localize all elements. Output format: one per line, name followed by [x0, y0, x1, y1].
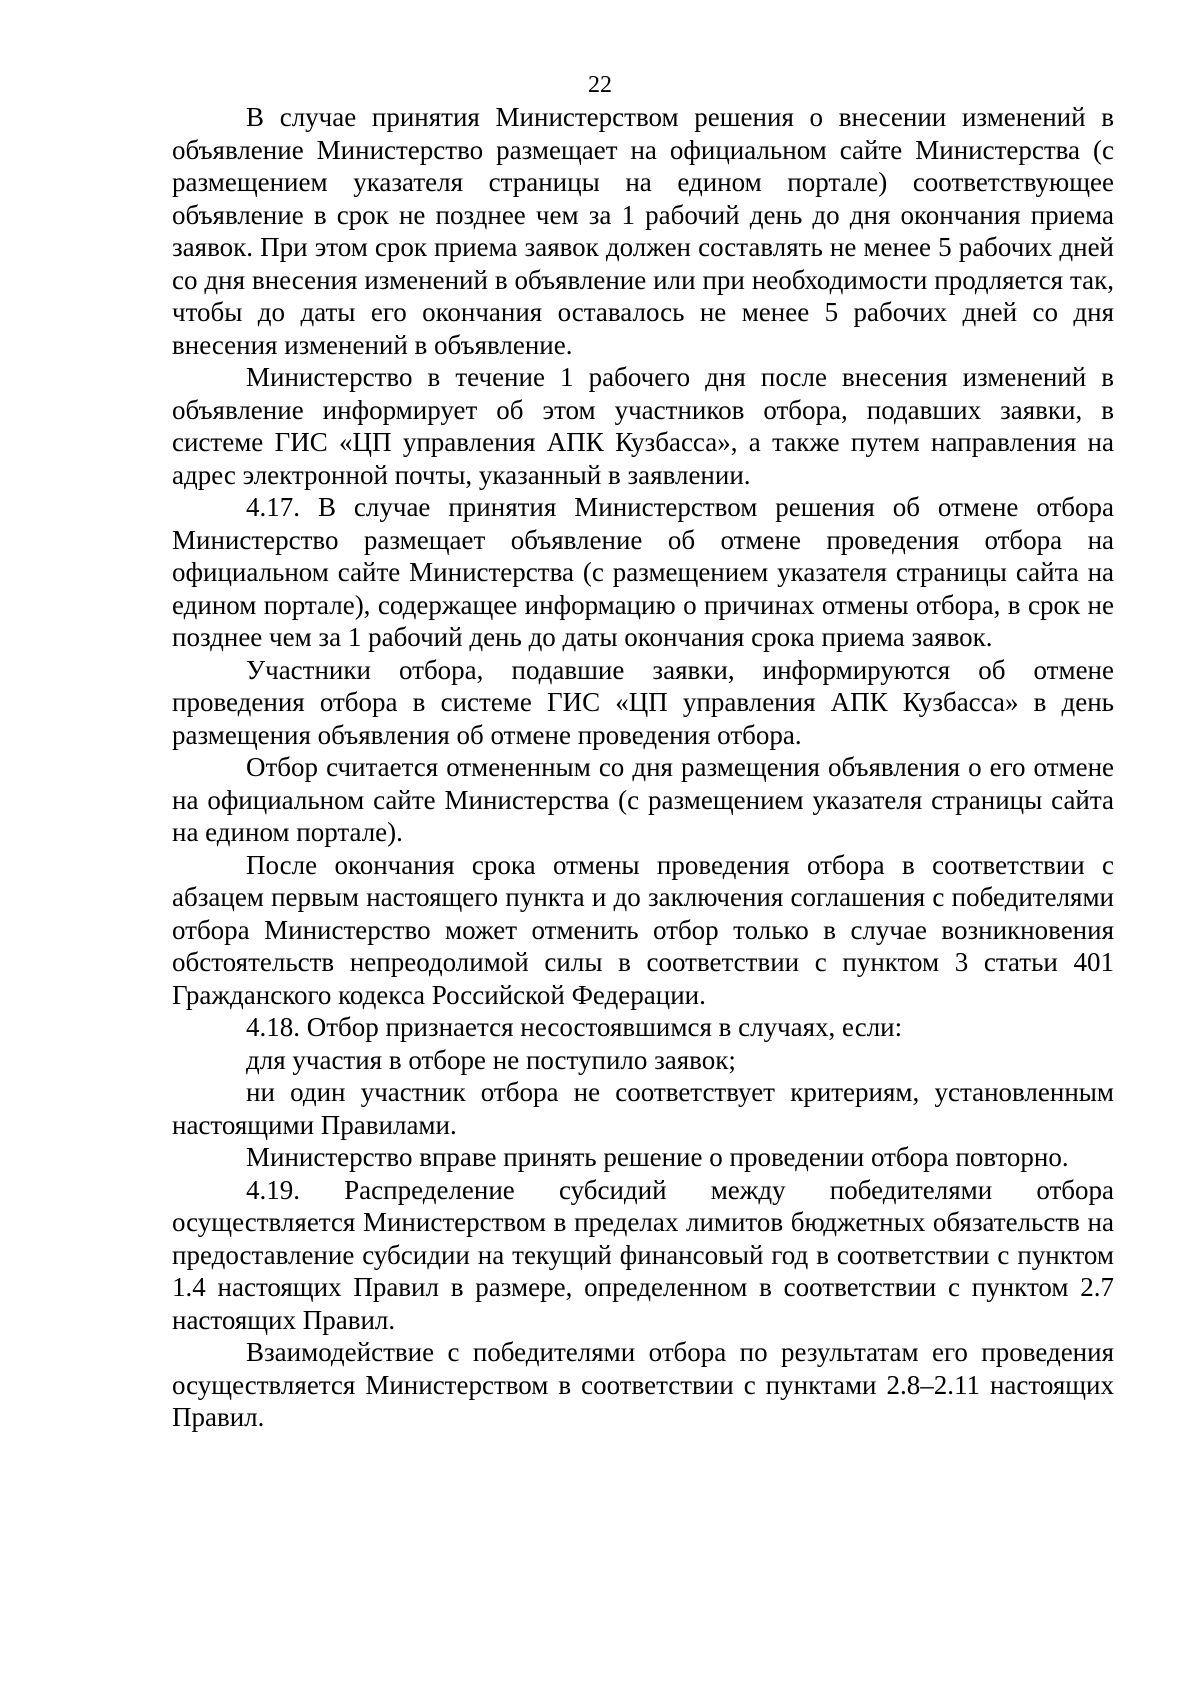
paragraph-4-19-subsidy-distribution: 4.19. Распределение субсидий между победителями отбора осуществляется Министерством в пределах лимитов бюджетных обязательств на предоставление субсидии на текущий финансовый год в соответствии с пунктом 1.4 настоящих Правил в размере, определенном в соответствии с пунктом 2.7 настоящих Правил.	[172, 1174, 1114, 1335]
page-number: 22	[588, 72, 612, 98]
paragraph-no-eligible-participant: ни один участник отбора не соответствует критериям, установленным настоящими Правилами.	[172, 1077, 1114, 1140]
document-body	[172, 101, 1114, 1434]
paragraph-4-17-cancel-selection: 4.17. В случае принятия Министерством решения об отмене отбора Министерство размещает объявление об отмене проведения отбора на официальном сайте Министерства (с размещением указателя страницы сайта на едином портале), содержащее информацию о причинах отмены отбора, в срок не позднее чем за 1 рабочий день до даты окончания срока приема заявок.	[172, 492, 1114, 652]
paragraph-changes-announcement: В случае принятия Министерством решения о внесении изменений в объявление Министерство размещает на официальном сайте Министерства (с размещением указателя страницы на едином портале) соответствующее объявление в срок не позднее чем за 1 рабочий день до дня окончания приема заявок. При этом срок приема заявок должен составлять не менее 5 рабочих дней со дня внесения изменений в объявление или при необходимости продляется так, чтобы до даты его окончания оставалось не менее 5 рабочих дней со дня внесения изменений в объявление.	[172, 102, 1114, 360]
paragraph-no-applications: для участия в отборе не поступило заявок;	[246, 1044, 736, 1075]
paragraph-repeat-selection: Министерство вправе принять решение о проведении отбора повторно.	[246, 1142, 1069, 1172]
paragraph-force-majeure: После окончания срока отмены проведения отбора в соответствии с абзацем первым настоящего пункта и до заключения соглашения с победителями отбора Министерство может отменить отбор только в случае возникновения обстоятельств непреодолимой силы в соответствии с пунктом 3 статьи 401 Гражданского кодекса Российской Федерации.	[172, 849, 1114, 1010]
paragraph-interaction-with-winners: Взаимодействие с победителями отбора по результатам его проведения осуществляется Министерством в соответствии с пунктами 2.8–2.11 настоящих Правил.	[172, 1337, 1114, 1432]
paragraph-selection-cancelled: Отбор считается отмененным со дня размещения объявления о его отмене на официальном сайте Министерства (с размещением указателя страницы сайта на едином портале).	[172, 752, 1114, 847]
paragraph-inform-participants: Министерство в течение 1 рабочего дня после внесения изменений в объявление информирует об этом участников отбора, подавших заявки, в системе ГИС «ЦП управления АПК Кузбасса», а также путем направления на адрес электронной почты, указанный в заявлении.	[172, 362, 1114, 490]
paragraph-participants-informed: Участники отбора, подавшие заявки, информируются об отмене проведения отбора в системе ГИС «ЦП управления АПК Кузбасса» в день размещения объявления об отмене проведения отбора.	[172, 654, 1114, 750]
paragraph-4-18-failed-selection: 4.18. Отбор признается несостоявшимся в случаях, если:	[246, 1012, 903, 1042]
